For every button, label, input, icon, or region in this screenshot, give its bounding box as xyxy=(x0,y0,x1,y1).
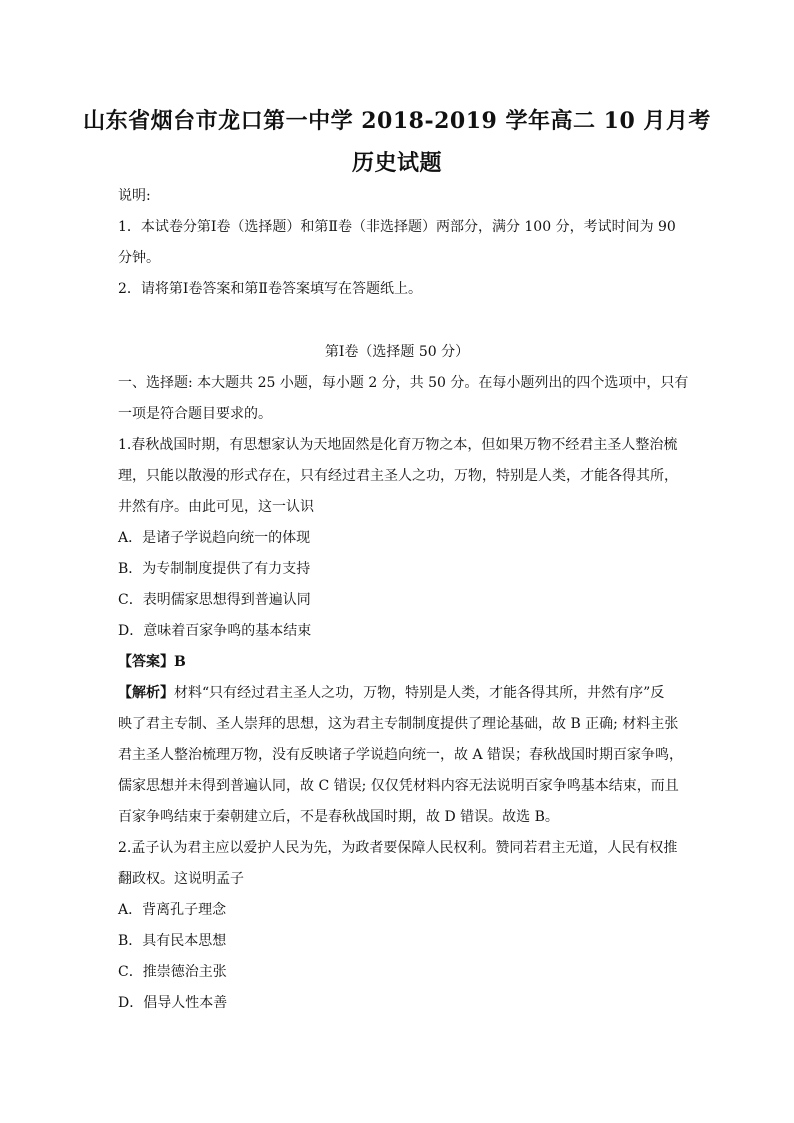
question-1-stem-line-1: 1.春秋战国时期，有思想家认为天地固然是化育万物之本，但如果万物不经君主圣人整治梳 xyxy=(118,437,678,453)
analysis-label: 【解析】 xyxy=(118,685,174,701)
exam-title: 山东省烟台市龙口第一中学 2018-2019 学年高二 10 月月考 xyxy=(83,108,711,134)
question-1-option-d: D．意味着百家争鸣的基本结束 xyxy=(118,623,312,639)
exam-subtitle: 历史试题 xyxy=(351,150,442,176)
question-1-option-b: B．为专制制度提供了有力支持 xyxy=(118,561,311,577)
question-1-analysis-line-5: 百家争鸣结束于秦朝建立后，不是春秋战国时期，故 D 错误。故选 B。 xyxy=(118,809,559,825)
instructions-label: 说明: xyxy=(118,188,151,204)
section-heading: 第Ⅰ卷（选择题 50 分） xyxy=(324,344,470,360)
instruction-item-1-line-1: 1．本试卷分第Ⅰ卷（选择题）和第Ⅱ卷（非选择题）两部分，满分 100 分，考试时间为 90 xyxy=(118,219,676,235)
question-1-analysis-line-4: 儒家思想并未得到普遍认同，故 C 错误; 仅仅凭材料内容无法说明百家争鸣基本结束，而且 xyxy=(118,778,679,794)
section-description-line-2: 一项是符合题目要求的。 xyxy=(118,406,272,422)
question-2-option-c: C．推崇德治主张 xyxy=(118,964,227,980)
question-1-analysis-line-1: 【解析】材料“只有经过君主圣人之功，万物，特别是人类，才能各得其所，井然有序”反 xyxy=(118,685,665,701)
question-2-option-a: A．背离孔子理念 xyxy=(118,902,227,918)
question-1-option-a: A．是诸子学说趋向统一的体现 xyxy=(118,530,311,546)
section-description-line-1: 一、选择题: 本大题共 25 小题，每小题 2 分，共 50 分。在每小题列出的四个选项中，只有 xyxy=(118,375,689,391)
question-2-stem-line-1: 2.孟子认为君主应以爱护人民为先，为政者要保障人民权利。赞同若君主无道，人民有权推 xyxy=(118,840,678,856)
question-1-stem-line-3: 井然有序。由此可见，这一认识 xyxy=(118,499,314,515)
question-1-analysis-line-3: 君主圣人整治梳理万物，没有反映诸子学说趋向统一，故 A 错误；春秋战国时期百家争鸣， xyxy=(118,747,684,763)
question-2-option-d: D．倡导人性本善 xyxy=(118,995,228,1011)
question-1-stem-line-2: 理，只能以散漫的形式存在，只有经过君主圣人之功，万物，特别是人类，才能各得其所， xyxy=(118,468,678,484)
question-2-stem-line-2: 翻政权。这说明孟子 xyxy=(118,871,244,887)
question-2-option-b: B．具有民本思想 xyxy=(118,933,227,949)
question-1-analysis-line-2: 映了君主专制、圣人崇拜的思想，这为君主专制制度提供了理论基础，故 B 正确; 材料主张 xyxy=(118,716,679,732)
instruction-item-1-line-2: 分钟。 xyxy=(118,250,160,266)
question-1-option-c: C．表明儒家思想得到普遍认同 xyxy=(118,592,311,608)
question-1-answer: 【答案】B xyxy=(118,654,186,670)
instruction-item-2: 2．请将第Ⅰ卷答案和第Ⅱ卷答案填写在答题纸上。 xyxy=(118,281,422,297)
